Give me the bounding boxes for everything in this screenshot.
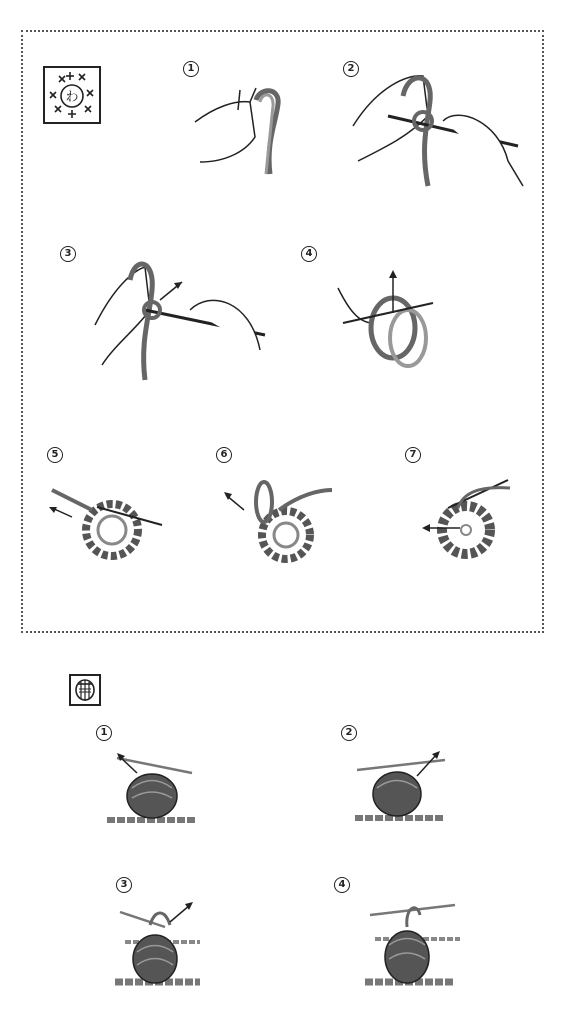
step-number-5: 5 — [47, 447, 63, 463]
bobble-symbol-box — [69, 674, 101, 706]
bobble-step-number-2: 2 — [341, 725, 357, 741]
hook-inserting-into-ring-icon — [348, 66, 528, 191]
bobble-step-number-4: 4 — [334, 877, 350, 893]
completed-bobble-stitch-icon — [365, 897, 465, 992]
step-number-1: 1 — [183, 61, 199, 77]
step-number-2: 2 — [343, 61, 359, 77]
bobble-step-hook-arrow-right-icon — [355, 748, 450, 828]
stitches-around-ring-arrow-icon — [47, 485, 162, 570]
step-number-7: 7 — [405, 447, 421, 463]
pulling-loop-through-ring-icon — [90, 255, 270, 385]
step-number-3: 3 — [60, 246, 76, 262]
pulling-tail-to-close-ring-icon — [224, 480, 334, 570]
bobble-step-hook-arrow-left-icon — [107, 748, 197, 828]
bobble-step-yarn-over-arrow-icon — [115, 897, 205, 992]
magic-ring-crochet-symbol-icon — [45, 68, 99, 122]
fingers-wrapping-yarn-ring-icon — [190, 82, 300, 177]
step-number-6: 6 — [216, 447, 232, 463]
step-number-4: 4 — [301, 246, 317, 262]
closed-ring-with-stitches-icon — [418, 478, 513, 573]
bobble-step-number-1: 1 — [96, 725, 112, 741]
magic-ring-symbol-box — [43, 66, 101, 124]
bobble-stitch-symbol-icon — [71, 676, 99, 704]
magic-ring-symbol-glyph: わ — [65, 90, 79, 105]
yarn-loop-ring-arrow-up-icon — [338, 268, 438, 378]
bobble-step-number-3: 3 — [116, 877, 132, 893]
